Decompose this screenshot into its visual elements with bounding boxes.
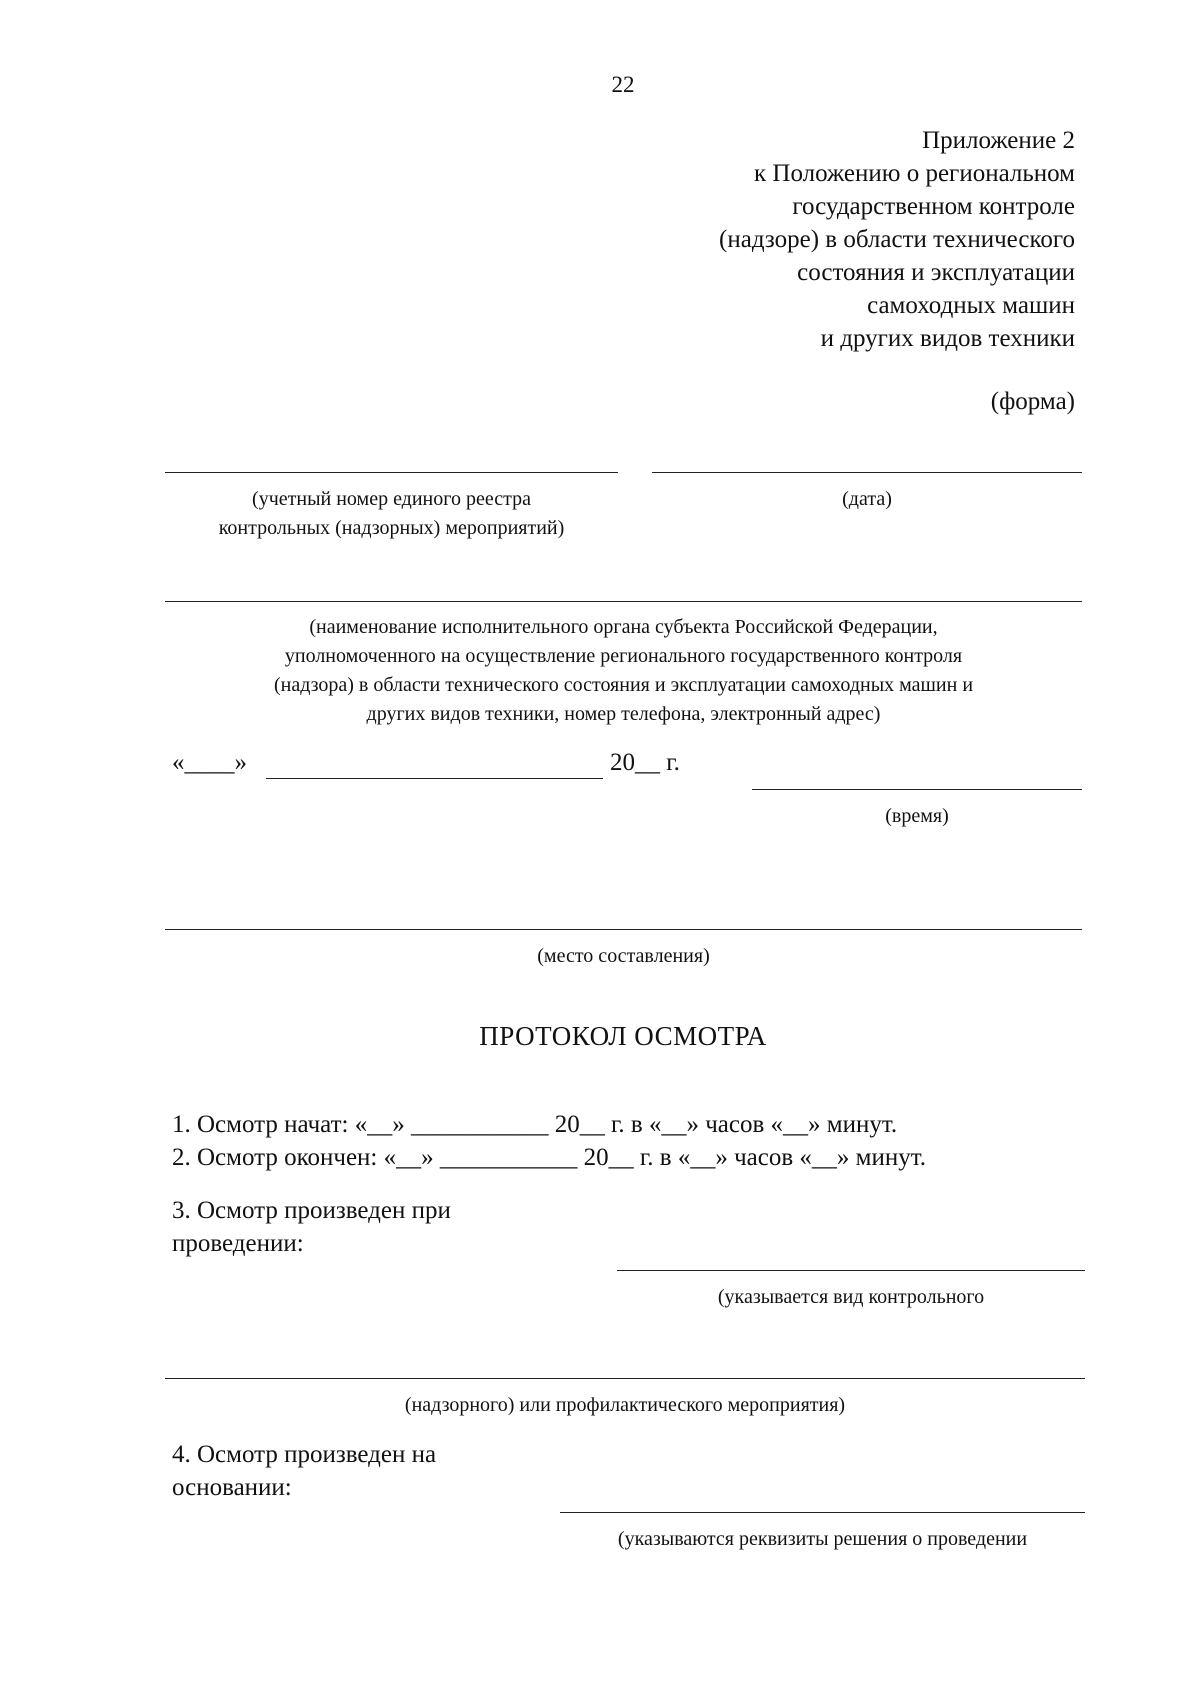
registry-number-line[interactable] [165,472,618,473]
caption-line: (надзора) в области технического состояния и эксплуатации самоходных машин и [273,674,974,696]
appendix-line: и других видов техники [820,325,1075,352]
appendix-line: состояния и эксплуатации [797,259,1075,286]
item-inspection-basis [172,1438,436,1504]
date-line[interactable] [652,472,1082,473]
time-caption: (время) [885,805,949,827]
basis-caption: (указываются реквизиты решения о проведении [617,1528,1028,1550]
caption-line: (учетный номер единого реестра [252,488,531,510]
item-line: 3. Осмотр произведен при [172,1197,451,1224]
basis-line[interactable] [560,1512,1085,1513]
document-title: ПРОТОКОЛ ОСМОТРА [479,1021,767,1051]
date-year-field[interactable]: 20__ г. [610,749,680,776]
date-day-field[interactable]: «____» [172,749,247,776]
appendix-line: Приложение 2 [922,127,1075,154]
date-month-line[interactable] [266,778,603,779]
form-label: (форма) [990,388,1075,415]
caption-line: (наименование исполнительного органа субъекта Российской Федерации, [309,616,938,638]
item-line: основании: [172,1474,292,1501]
appendix-line: самоходных машин [867,292,1075,319]
appendix-header [435,124,1075,355]
caption-line: других видов техники, номер телефона, электронный адрес) [366,703,881,725]
place-caption: (место составления) [537,945,710,967]
time-line[interactable] [752,789,1082,790]
authority-line[interactable] [165,601,1082,602]
page-number: 22 [611,72,635,97]
caption-line: уполномоченного на осуществление регионального государственного контроля [284,645,963,667]
item-inspection-start: 1. Осмотр начат: «__» ___________ 20__ г. в «__» часов «__» минут. [172,1111,898,1138]
appendix-line: к Положению о региональном [754,160,1075,187]
event-type-caption: (указывается вид контрольного [717,1286,985,1308]
registry-number-caption [165,485,618,543]
item-inspection-during [172,1194,451,1260]
event-type-line-2[interactable] [165,1378,1085,1379]
appendix-line: государственном контроле [792,193,1075,220]
authority-caption [165,613,1082,729]
place-line[interactable] [165,929,1082,930]
item-inspection-end: 2. Осмотр окончен: «__» ___________ 20__ г. в «__» часов «__» минут. [172,1144,927,1171]
date-caption: (дата) [842,488,892,510]
item-line: 4. Осмотр произведен на [172,1441,437,1468]
item-line: проведении: [172,1230,304,1257]
appendix-line: (надзоре) в области технического [719,226,1075,253]
event-type-line[interactable] [617,1270,1085,1271]
event-type-caption-2: (надзорного) или профилактического мероприятия) [404,1394,846,1416]
caption-line: контрольных (надзорных) мероприятий) [218,517,565,539]
